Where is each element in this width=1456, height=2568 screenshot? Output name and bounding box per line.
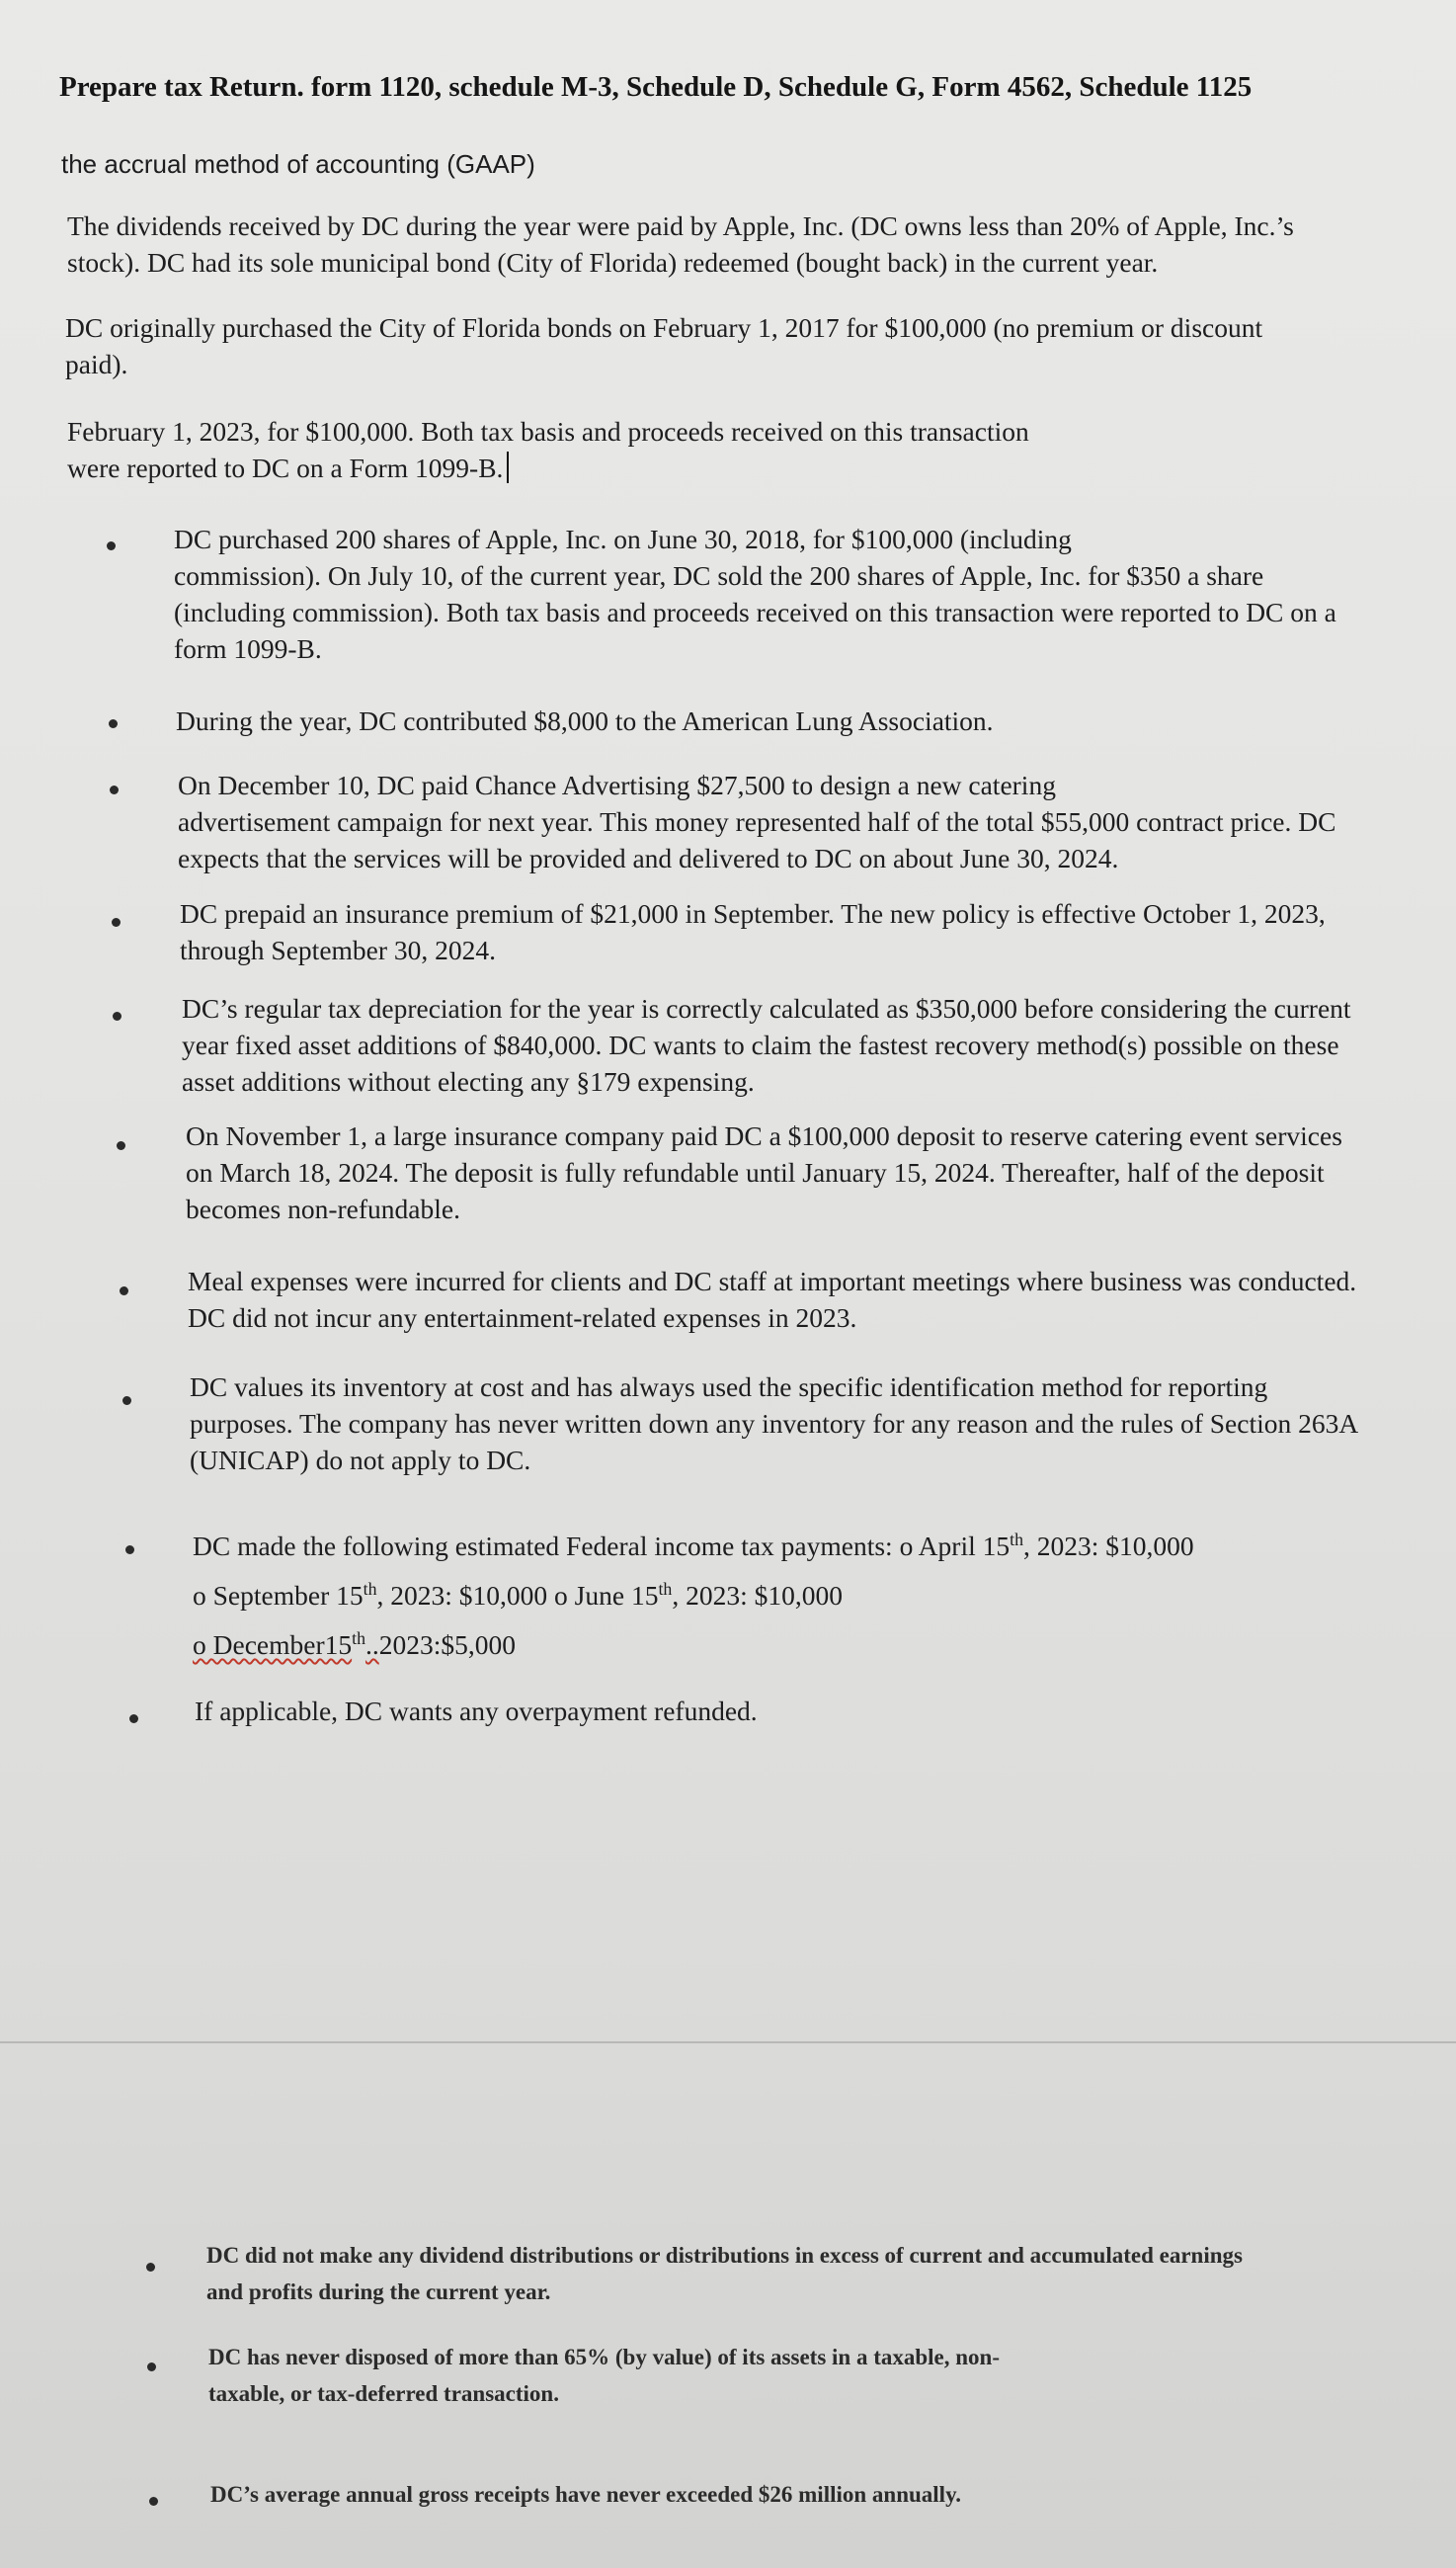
text-line: asset additions without electing any §179 expensing. [182,1066,755,1097]
text-line: On December 10, DC paid Chance Advertising $27,500 to design a new catering [178,770,1056,800]
bullet-meals [188,1263,1356,1336]
text-line: becomes non-refundable. [186,1194,460,1224]
bullet-icon [113,1012,121,1021]
page-divider [0,2041,1456,2043]
text-line: DC did not incur any entertainment-related expenses in 2023. [188,1302,857,1333]
text-line: On November 1, a large insurance company paid DC a $100,000 deposit to reserve catering event services [186,1120,1342,1151]
bullet-icon [147,2362,156,2371]
bullet-gross-receipts [210,2476,961,2513]
text-line: DC purchased 200 shares of Apple, Inc. on June 30, 2018, for $100,000 (including [174,524,1072,554]
bullet-depreciation [182,990,1351,1100]
bullet-overpayment [195,1693,758,1729]
bullet-icon [146,2263,155,2272]
bullet-apple-shares [174,521,1336,667]
text-line: year fixed asset additions of $840,000. DC wants to claim the fastest recovery method(s) possible on these [182,1030,1339,1060]
text-cursor [507,452,509,483]
bullet-deposit [186,1118,1342,1227]
bullet-estimated-payments [193,1522,1194,1670]
bullet-icon [125,1545,134,1554]
text-line: DC prepaid an insurance premium of $21,000 in September. The new policy is effective October 1, 2023, [180,898,1326,929]
bullet-icon [110,786,119,794]
bullet-inventory [190,1368,1358,1478]
text-line: February 1, 2023, for $100,000. Both tax basis and proceeds received on this transaction [67,416,1029,447]
bullet-icon [107,541,116,550]
text-line: Meal expenses were incurred for clients and DC staff at important meetings where business was conducted. [188,1266,1357,1296]
text-line: commission). On July 10, of the current year, DC sold the 200 shares of Apple, Inc. for $350 a share [174,560,1264,591]
spellcheck-underline: o December15 [193,1629,353,1660]
document-title: Prepare tax Return. form 1120, schedule M-3, Schedule D, Schedule G, Form 4562, Schedule 1125 [59,71,1253,103]
bullet-icon [122,1396,131,1405]
text-line: The dividends received by DC during the year were paid by Apple, Inc. (DC owns less than 20% of Apple, Inc.’s [67,210,1294,241]
text-line: DC made the following estimated Federal income tax payments: o April 15th, 2023: $10,000 [193,1529,1194,1561]
text-line: advertisement campaign for next year. This money represented half of the total $55,000 contract price. DC [178,806,1336,837]
text-line: expects that the services will be provided and delivered to DC on about June 30, 2024. [178,843,1119,873]
bullet-lung-association [176,703,994,739]
text-line: through September 30, 2024. [180,935,497,965]
text-line: DC did not make any dividend distributions or distributions in excess of current and accumulated earnings [206,2243,1243,2268]
dividends-paragraph [67,207,1294,281]
accounting-method: the accrual method of accounting (GAAP) [61,149,535,179]
text-line: (including commission). Both tax basis and proceeds received on this transaction were reported to DC on a [174,597,1336,627]
text-line: DC originally purchased the City of Florida bonds on February 1, 2017 for $100,000 (no premium or discount [65,312,1263,343]
text-line: on March 18, 2024. The deposit is fully refundable until January 15, 2024. Thereafter, half of the deposit [186,1157,1325,1188]
bullet-icon [149,2497,158,2506]
text-line: paid). [65,349,128,379]
bullet-icon [129,1714,138,1723]
text-line: purposes. The company has never written down any inventory for any reason and the rules of Section 263A [190,1408,1359,1439]
text-line: (UNICAP) do not apply to DC. [190,1445,531,1475]
bullet-asset-disposal [208,2339,1000,2412]
bullet-icon [120,1286,128,1295]
bullet-insurance [180,895,1326,968]
text-line: o September 15th, 2023: $10,000 o June 15th, 2023: $10,000 [193,1578,843,1611]
text-line: stock). DC had its sole municipal bond (City of Florida) redeemed (bought back) in the current year. [67,247,1159,278]
redemption-paragraph [67,413,1029,486]
text-line: form 1099-B. [174,633,322,664]
bullet-advertising [178,767,1335,876]
bullet-icon [117,1141,125,1150]
bullet-distributions [206,2237,1243,2310]
text-line: o December15th..2023:$5,000 [193,1627,517,1660]
bullet-icon [112,918,121,927]
text-line: were reported to DC on a Form 1099-B. [67,450,1029,486]
text-line: During the year, DC contributed $8,000 to the American Lung Association. [176,705,994,736]
bullet-icon [109,719,118,728]
bond-paragraph [65,309,1262,382]
text-line: DC’s regular tax depreciation for the year is correctly calculated as $350,000 before considering the current [182,993,1351,1024]
text-line: DC has never disposed of more than 65% (by value) of its assets in a taxable, non- [208,2345,1001,2369]
text-line: DC values its inventory at cost and has always used the specific identification method for reporting [190,1371,1268,1402]
text-line: If applicable, DC wants any overpayment refunded. [195,1696,758,1726]
text-line: taxable, or tax-deferred transaction. [208,2381,559,2406]
text-line: DC’s average annual gross receipts have never exceeded $26 million annually. [210,2482,962,2507]
text-line: and profits during the current year. [206,2279,551,2304]
